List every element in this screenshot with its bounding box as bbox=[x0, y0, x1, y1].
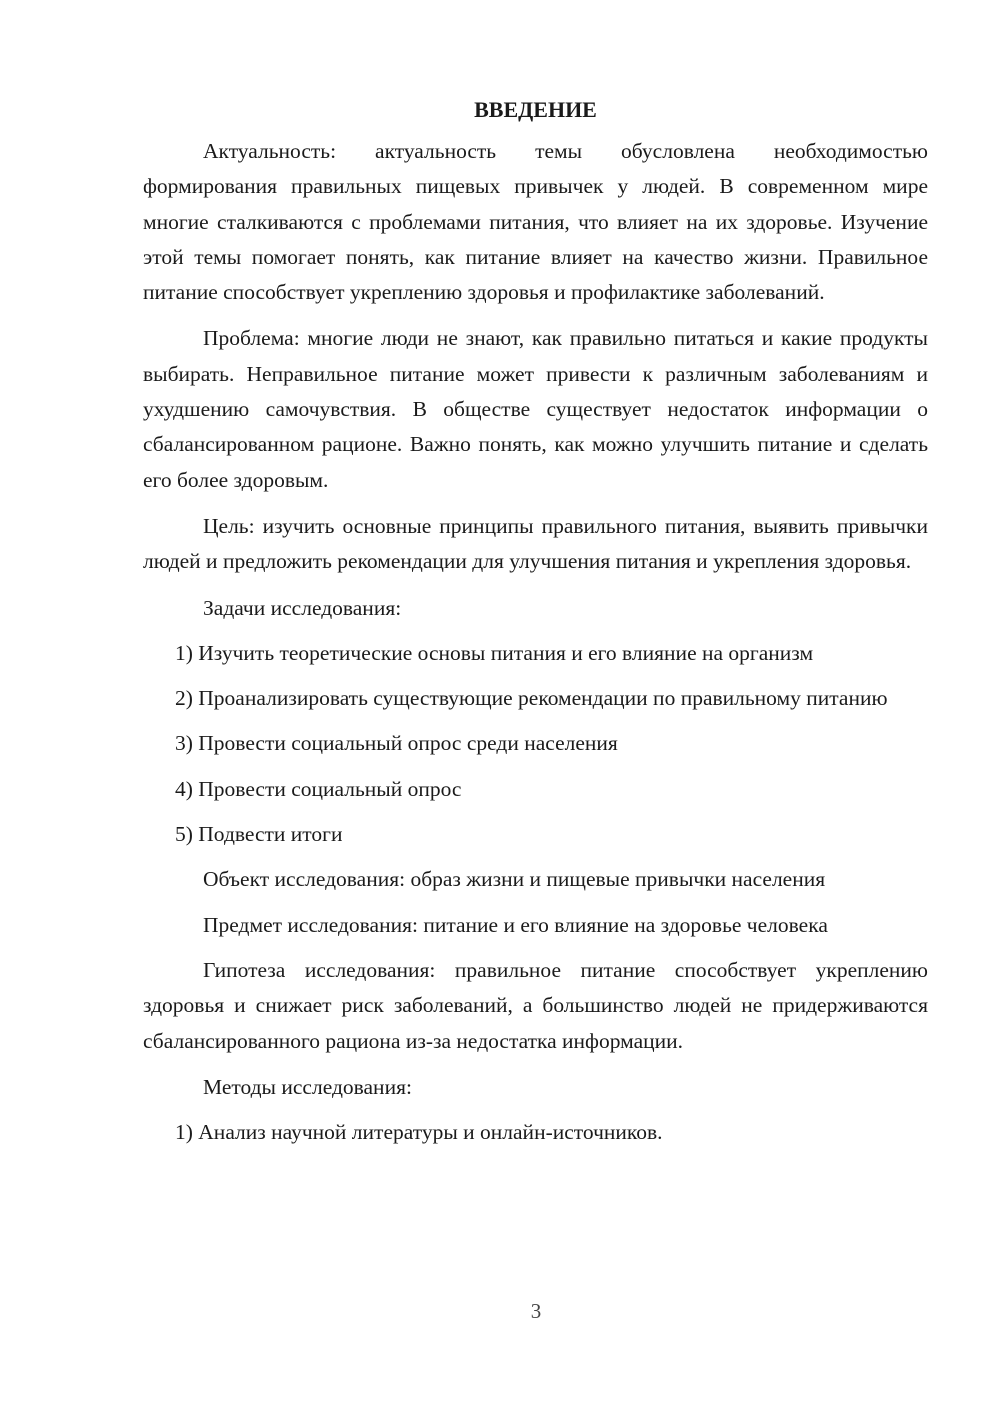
section-title: ВВЕДЕНИЕ bbox=[474, 97, 597, 122]
paragraph-hypothesis: Гипотеза исследования: правильное питание способствует укреплению здоровья и снижает риск заболеваний, а большинство людей не придерживаются сбалансированного рациона из-за недостатка информации. bbox=[143, 957, 928, 1053]
tasks-heading: Задачи исследования: bbox=[203, 595, 402, 620]
task-item-5: 5) Подвести итоги bbox=[175, 822, 343, 847]
paragraph-goal: Цель: изучить основные принципы правильного питания, выявить привычки людей и предложить рекомендации для улучшения питания и укрепления здоровья. bbox=[143, 513, 928, 574]
page-content bbox=[143, 93, 928, 1160]
paragraph-relevance: Актуальность: актуальность темы обусловлена необходимостью формирования правильных пищевых привычек у людей. В современном мире многие сталкиваются с проблемами питания, что влияет на их здоровье. Изучение этой темы помогает понять, как питание влияет на качество жизни. Правильное питание способствует укреплению здоровья и профилактике заболеваний. bbox=[143, 139, 928, 305]
page-number: 3 bbox=[530, 1299, 542, 1323]
methods-heading: Методы исследования: bbox=[203, 1074, 412, 1099]
task-item-2: 2) Проанализировать существующие рекомендации по правильному питанию bbox=[175, 686, 888, 711]
task-item-1: 1) Изучить теоретические основы питания и его влияние на организм bbox=[175, 640, 814, 665]
paragraph-subject: Предмет исследования: питание и его влияние на здоровье человека bbox=[203, 912, 828, 937]
task-item-3: 3) Провести социальный опрос среди населения bbox=[175, 731, 618, 756]
method-item-1: 1) Анализ научной литературы и онлайн-источников. bbox=[175, 1120, 663, 1145]
paragraph-problem: Проблема: многие люди не знают, как правильно питаться и какие продукты выбирать. Неправильное питание может привести к различным заболеваниям и ухудшению самочувствия. В обществе существует недостаток информации о сбалансированном рационе. Важно понять, как можно улучшить питание и сделать его более здоровым. bbox=[143, 326, 928, 492]
paragraph-object: Объект исследования: образ жизни и пищевые привычки населения bbox=[203, 867, 826, 892]
task-item-4: 4) Провести социальный опрос bbox=[175, 776, 462, 801]
